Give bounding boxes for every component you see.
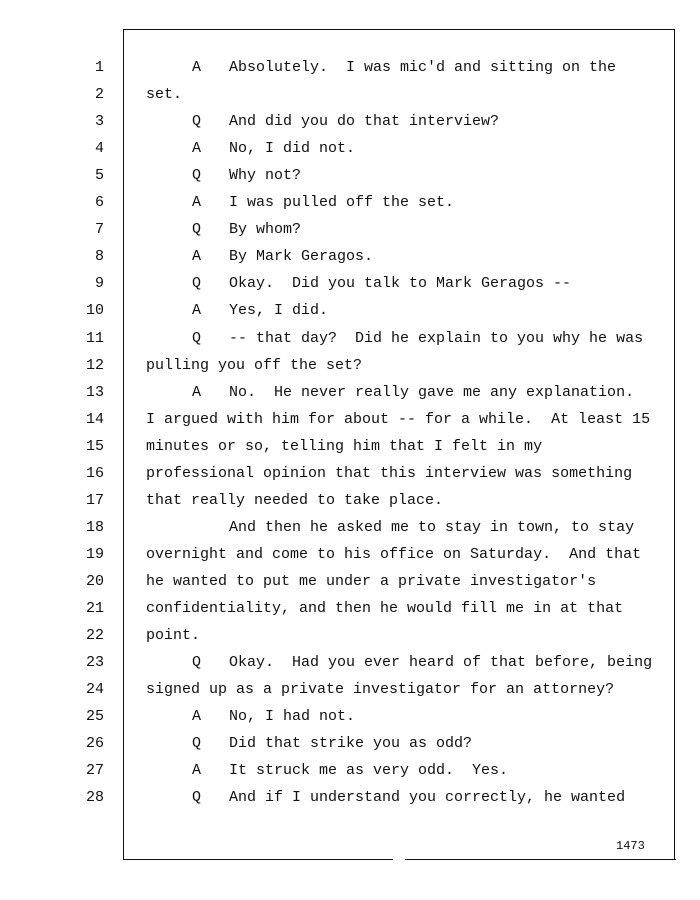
- line-number: 12: [85, 356, 104, 374]
- line-text: he wanted to put me under a private investigator's: [146, 572, 597, 590]
- speaker-label: A: [192, 248, 202, 266]
- line-number: 22: [85, 627, 104, 645]
- line-text: confidentiality, and then he would fill me in at that: [146, 600, 624, 617]
- line-text: point.: [146, 627, 201, 645]
- line-text: I was pulled off the set.: [229, 194, 455, 212]
- speaker-label: Q: [192, 329, 202, 347]
- line-number: 19: [85, 545, 104, 563]
- speaker-label: A: [192, 708, 202, 726]
- line-number: 28: [85, 789, 104, 807]
- line-text: set.: [146, 86, 183, 104]
- line-text: And if I understand you correctly, he wanted: [229, 789, 626, 807]
- line-number: 4: [94, 140, 104, 158]
- line-number: 16: [85, 464, 104, 482]
- line-text: Absolutely. I was mic'd and sitting on the: [229, 59, 617, 76]
- line-text: -- that day? Did he explain to you why he was: [229, 329, 644, 347]
- line-number: 17: [85, 491, 104, 509]
- line-text: that really needed to take place.: [146, 491, 444, 509]
- line-number: 2: [94, 86, 104, 104]
- line-text: signed up as a private investigator for an attorney?: [146, 681, 615, 699]
- speaker-label: Q: [192, 113, 202, 131]
- line-number: 25: [85, 708, 104, 726]
- line-text: No. He never really gave me any explanation.: [229, 383, 635, 401]
- line-number: 8: [94, 248, 104, 266]
- line-text: minutes or so, telling him that I felt in my: [146, 437, 543, 455]
- line-text: And then he asked me to stay in town, to stay: [229, 518, 635, 536]
- line-number: 10: [85, 302, 104, 320]
- speaker-label: Q: [192, 654, 202, 672]
- line-text: overnight and come to his office on Saturday. And that: [146, 545, 642, 563]
- line-number: 15: [85, 437, 104, 455]
- line-text: And did you do that interview?: [229, 113, 500, 131]
- line-text: By Mark Geragos.: [229, 248, 374, 266]
- speaker-label: A: [192, 140, 202, 158]
- line-number: 11: [85, 329, 104, 347]
- line-number: 26: [85, 735, 104, 753]
- line-text: Okay. Had you ever heard of that before, being: [229, 654, 653, 672]
- speaker-label: A: [192, 302, 202, 320]
- line-number: 3: [94, 113, 104, 131]
- speaker-label: Q: [192, 221, 202, 239]
- line-text: Why not?: [229, 167, 302, 185]
- speaker-label: Q: [192, 735, 202, 753]
- line-number: 14: [85, 410, 104, 428]
- speaker-label: A: [192, 59, 202, 76]
- line-number: 20: [85, 572, 104, 590]
- line-text: Okay. Did you talk to Mark Geragos --: [229, 275, 572, 293]
- speaker-label: A: [192, 383, 202, 401]
- line-text: No, I did not.: [229, 140, 356, 158]
- speaker-label: Q: [192, 275, 202, 293]
- page-border-bottom-right: [405, 859, 676, 860]
- speaker-label: Q: [192, 167, 202, 185]
- line-number: 1: [94, 59, 104, 76]
- line-number: 27: [85, 762, 104, 780]
- page-border-bottom-left: [123, 859, 393, 860]
- page-number: 1473: [616, 839, 645, 853]
- line-text: It struck me as very odd. Yes.: [229, 762, 509, 780]
- line-text: Yes, I did.: [229, 302, 329, 320]
- line-number: 18: [85, 518, 104, 536]
- line-text: No, I had not.: [229, 708, 356, 726]
- line-number: 21: [85, 600, 104, 617]
- speaker-label: Q: [192, 789, 202, 807]
- line-text: professional opinion that this interview was something: [146, 464, 633, 482]
- speaker-label: A: [192, 762, 202, 780]
- line-text: Did that strike you as odd?: [229, 735, 473, 753]
- line-text: pulling you off the set?: [146, 356, 363, 374]
- line-number: 24: [85, 681, 104, 699]
- line-number: 23: [85, 654, 104, 672]
- speaker-label: A: [192, 194, 202, 212]
- line-number: 9: [94, 275, 104, 293]
- line-text: I argued with him for about -- for a while. At least 15: [146, 410, 651, 428]
- line-text: By whom?: [229, 221, 302, 239]
- line-number: 13: [85, 383, 104, 401]
- line-number: 6: [94, 194, 104, 212]
- line-number: 5: [94, 167, 104, 185]
- line-number: 7: [94, 221, 104, 239]
